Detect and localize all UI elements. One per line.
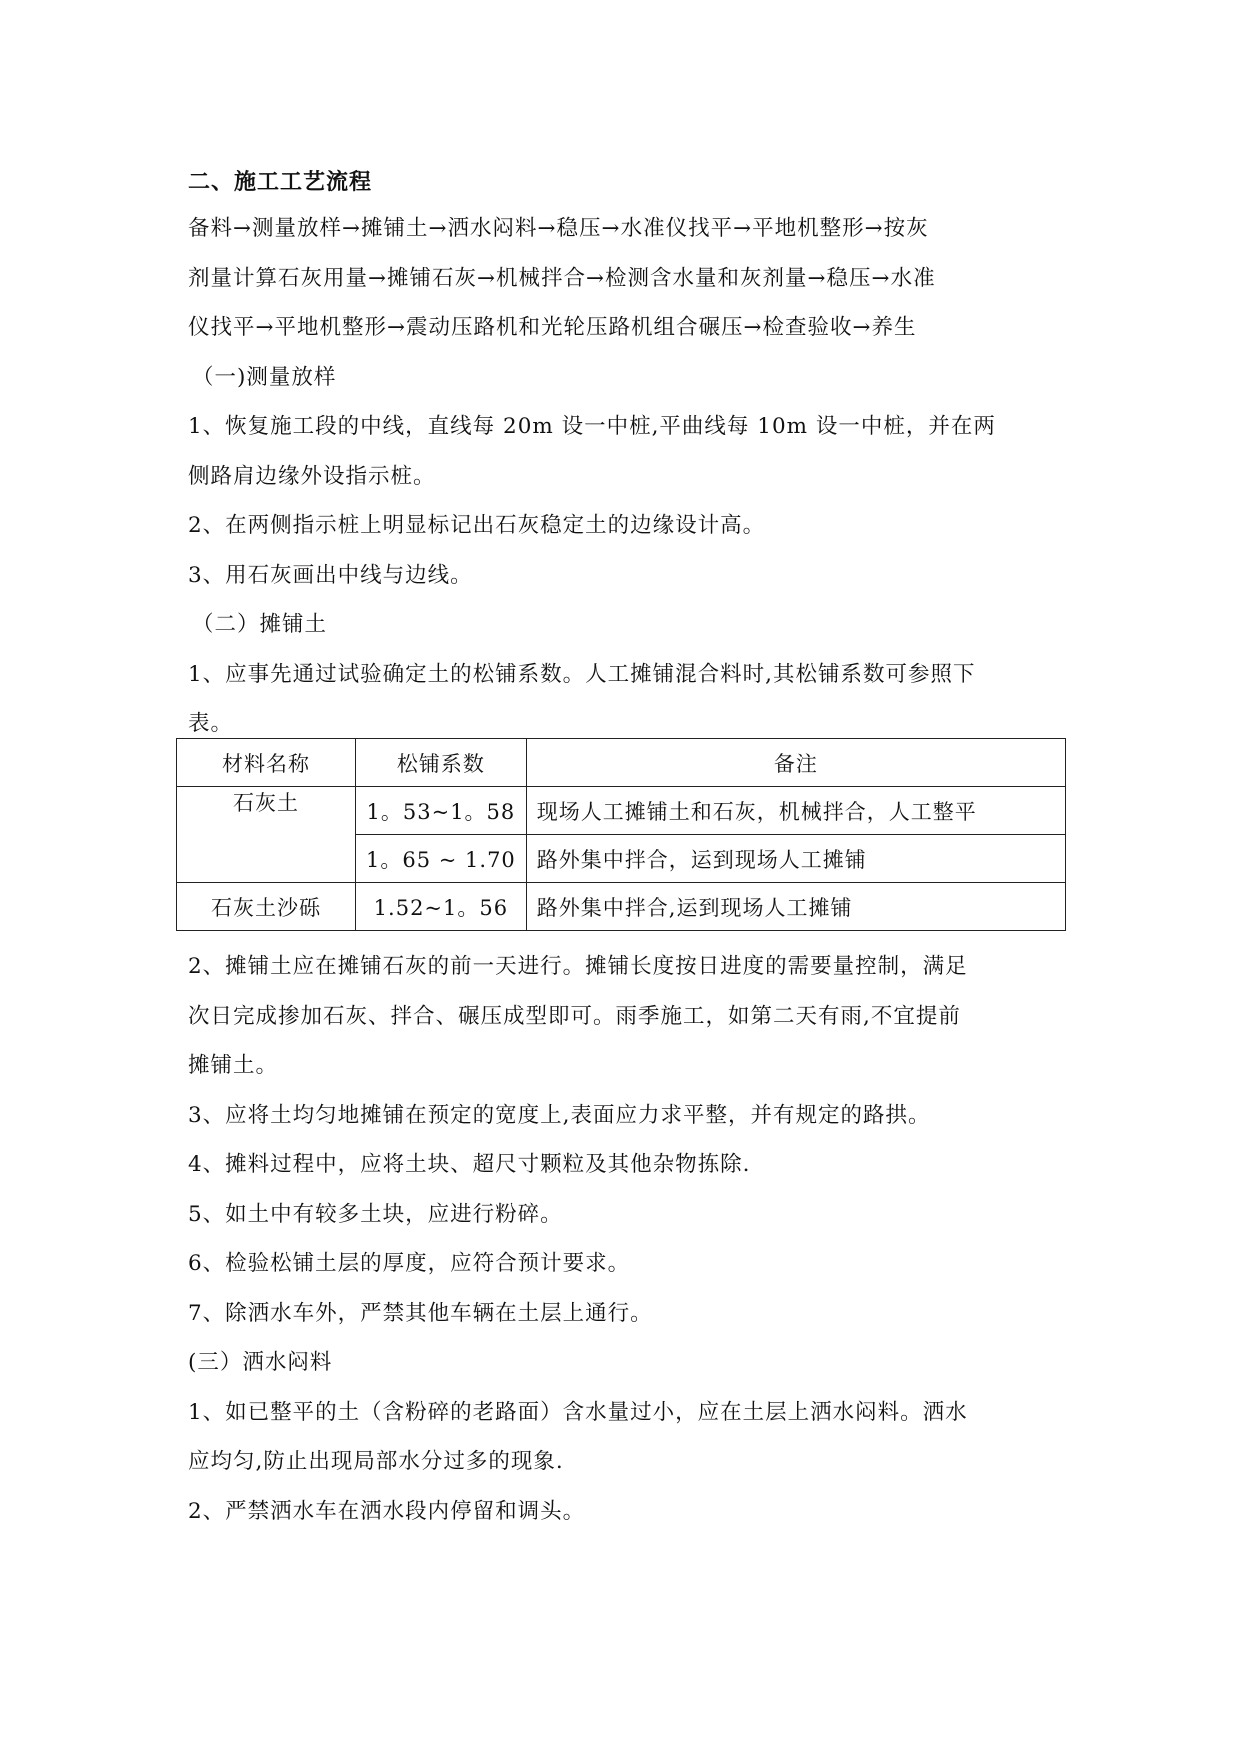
paragraph-line: 次日完成掺加石灰、拌合、碾压成型即可。雨季施工，如第二天有雨,不宜提前 xyxy=(188,1003,961,1029)
header-material: 材料名称 xyxy=(177,739,356,787)
subheading-spread-soil: （二）摊铺土 xyxy=(192,612,328,637)
cell-material: 石灰土沙砾 xyxy=(177,883,356,931)
paragraph-line: 5、如土中有较多土块，应进行粉碎。 xyxy=(188,1201,563,1227)
loose-coefficient-table xyxy=(176,738,1066,931)
section-title: 二、施工工艺流程 xyxy=(188,169,373,195)
paragraph-line: 3、应将土均匀地摊铺在预定的宽度上,表面应力求平整，并有规定的路拱。 xyxy=(188,1102,931,1128)
paragraph-line: 4、摊料过程中，应将土块、超尺寸颗粒及其他杂物拣除. xyxy=(188,1152,751,1177)
paragraph-line: 2、摊铺土应在摊铺石灰的前一天进行。摊铺长度按日进度的需要量控制，满足 xyxy=(188,954,968,979)
paragraph-line: 1、如已整平的土（含粉碎的老路面）含水量过小，应在土层上洒水闷料。洒水 xyxy=(188,1399,968,1425)
flow-line-1: 备料→测量放样→摊铺土→洒水闷料→稳压→水准仪找平→平地机整形→按灰 xyxy=(188,216,929,241)
cell-coefficient: 1。53~1。58 xyxy=(356,787,527,835)
paragraph-line: 摊铺土。 xyxy=(188,1053,279,1078)
upper-section xyxy=(188,160,1068,749)
subheading-watering: (三）洒水闷料 xyxy=(188,1350,333,1375)
flow-line-3: 仪找平→平地机整形→震动压路机和光轮压路机组合碾压→检查验收→养生 xyxy=(188,315,917,340)
paragraph-line: 7、除洒水车外，严禁其他车辆在土层上通行。 xyxy=(188,1300,653,1326)
paragraph-line: 侧路肩边缘外设指示桩。 xyxy=(188,463,436,489)
paragraph-line: 1、应事先通过试验确定土的松铺系数。人工摊铺混合料时,其松铺系数可参照下 xyxy=(188,661,976,687)
paragraph-line: 6、检验松铺土层的厚度，应符合预计要求。 xyxy=(188,1251,631,1276)
cell-material: 石灰土 xyxy=(177,787,356,883)
cell-coefficient: 1.52~1。56 xyxy=(356,883,527,931)
cell-remark: 路外集中拌合,运到现场人工摊铺 xyxy=(526,883,1065,931)
subheading-survey: （一)测量放样 xyxy=(192,364,337,390)
cell-coefficient: 1。65 ~ 1.70 xyxy=(356,835,527,883)
paragraph-line: 3、用石灰画出中线与边线。 xyxy=(188,562,473,588)
cell-remark: 路外集中拌合，运到现场人工摊铺 xyxy=(526,835,1065,883)
table-header-row xyxy=(177,739,1066,787)
header-remark: 备注 xyxy=(526,739,1065,787)
header-coefficient: 松铺系数 xyxy=(356,739,527,787)
paragraph-line: 表。 xyxy=(188,711,234,736)
cell-remark: 现场人工摊铺土和石灰，机械拌合，人工整平 xyxy=(526,787,1065,835)
flow-line-2: 剂量计算石灰用量→摊铺石灰→机械拌合→检测含水量和灰剂量→稳压→水准 xyxy=(188,265,936,291)
table-row xyxy=(177,883,1066,931)
paragraph-line: 2、在两侧指示桩上明显标记出石灰稳定土的边缘设计高。 xyxy=(188,513,766,538)
paragraph-line: 应均匀,防止出现局部水分过多的现象. xyxy=(188,1449,564,1474)
table-row xyxy=(177,787,1066,835)
paragraph-line: 1、恢复施工段的中线，直线每 20m 设一中桩,平曲线每 10m 设一中桩，并在两 xyxy=(188,414,996,439)
lower-section xyxy=(188,942,1068,1536)
paragraph-line: 2、严禁洒水车在洒水段内停留和调头。 xyxy=(188,1498,586,1524)
